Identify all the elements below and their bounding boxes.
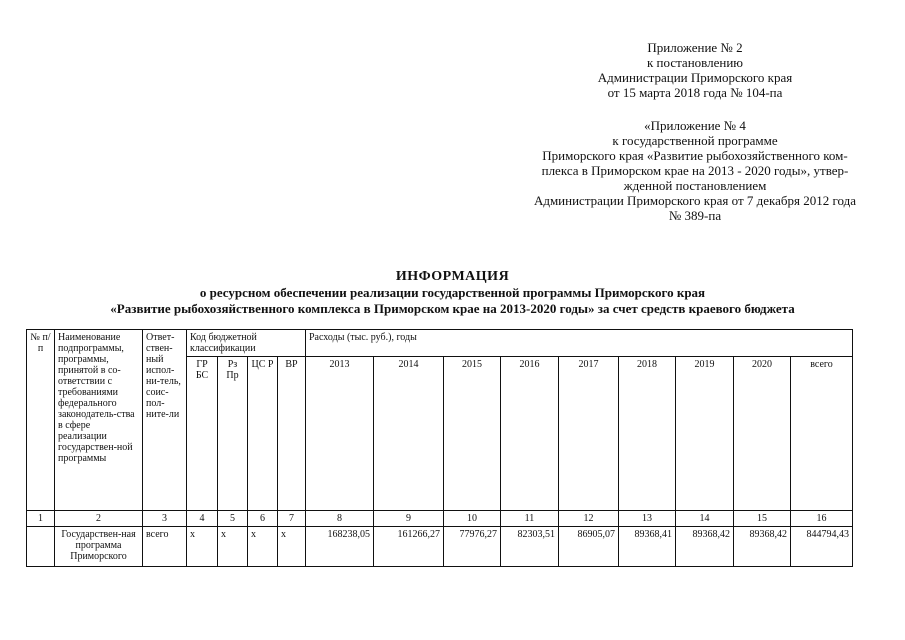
header-year: 2020: [734, 357, 791, 511]
row-code-vr: х: [278, 527, 306, 567]
column-number: 2: [55, 511, 143, 527]
header-year: 2015: [444, 357, 501, 511]
column-number: 11: [501, 511, 559, 527]
table-row: [27, 527, 853, 567]
header-year: 2019: [676, 357, 734, 511]
header-code-rzpr: Рз Пр: [218, 357, 248, 511]
row-code-rzpr: х: [218, 527, 248, 567]
row-value-total: 844794,43: [791, 527, 853, 567]
header-name: Наименование подпрограммы, программы, принятой в со-ответствии с требованиями федерального законодатель-ства в сфере реализации государствен-ной программы: [55, 330, 143, 511]
appendix-4-line: плекса в Приморском крае на 2013 - 2020 годы», утвер-: [541, 163, 849, 178]
appendix-4-line: Приморского края «Развитие рыбохозяйственного ком-: [542, 148, 848, 163]
header-code-csr: ЦС Р: [248, 357, 278, 511]
column-number: 15: [734, 511, 791, 527]
row-value-2020: 89368,42: [734, 527, 791, 567]
appendix-2-line: от 15 марта 2018 года № 104-па: [607, 85, 783, 100]
header-code-grbs: ГР БС: [187, 357, 218, 511]
header-expenses: Расходы (тыс. руб.), годы: [306, 330, 853, 357]
title-line-1: о ресурсном обеспечении реализации государственной программы Приморского края: [199, 285, 706, 300]
column-number: 10: [444, 511, 501, 527]
header-year: 2016: [501, 357, 559, 511]
header-budget-code: Код бюджетной классификации: [187, 330, 306, 357]
resource-table: [26, 329, 853, 567]
appendix-2-header: [565, 40, 825, 100]
appendix-4-header: [495, 118, 895, 223]
appendix-4-line: № 389-па: [668, 208, 722, 223]
column-number: 16: [791, 511, 853, 527]
appendix-4-line: Администрации Приморского края от 7 декабря 2012 года: [533, 193, 857, 208]
row-num-cell: [27, 527, 55, 567]
row-responsible: всего: [143, 527, 187, 567]
header-responsible: Ответ-ствен-ный испол-ни-тель, соис-пол-ните-ли: [143, 330, 187, 511]
column-number: 7: [278, 511, 306, 527]
header-total: всего: [791, 357, 853, 511]
column-number: 1: [27, 511, 55, 527]
row-value-2018: 89368,41: [619, 527, 676, 567]
row-code-csr: х: [248, 527, 278, 567]
header-num: № п/п: [27, 330, 55, 511]
column-number: 9: [374, 511, 444, 527]
appendix-2-line: Администрации Приморского края: [597, 70, 793, 85]
header-row-1: [27, 330, 853, 357]
header-year: 2014: [374, 357, 444, 511]
document-title: [0, 268, 905, 317]
appendix-2-line: Приложение № 2: [647, 40, 743, 55]
appendix-2-line: к постановлению: [646, 55, 744, 70]
row-value-2017: 86905,07: [559, 527, 619, 567]
column-number: 13: [619, 511, 676, 527]
row-value-2019: 89368,42: [676, 527, 734, 567]
title-heading: ИНФОРМАЦИЯ: [395, 269, 510, 284]
header-year: 2018: [619, 357, 676, 511]
appendix-4-line: к государственной программе: [612, 133, 778, 148]
column-number: 14: [676, 511, 734, 527]
column-number: 12: [559, 511, 619, 527]
column-number: 4: [187, 511, 218, 527]
column-number: 6: [248, 511, 278, 527]
header-code-vr: ВР: [278, 357, 306, 511]
row-value-2016: 82303,51: [501, 527, 559, 567]
title-line-2: «Развитие рыбохозяйственного комплекса в Приморском крае на 2013-2020 годы» за счет средств краевого бюджета: [110, 301, 795, 316]
appendix-4-line: «Приложение № 4: [644, 118, 746, 133]
row-program-name: Государствен-ная программа Приморского: [55, 527, 143, 567]
row-value-2015: 77976,27: [444, 527, 501, 567]
header-year: 2017: [559, 357, 619, 511]
column-number-row: [27, 511, 853, 527]
column-number: 3: [143, 511, 187, 527]
row-value-2014: 161266,27: [374, 527, 444, 567]
row-code-grbs: х: [187, 527, 218, 567]
row-value-2013: 168238,05: [306, 527, 374, 567]
appendix-4-line: жденной постановлением: [623, 178, 767, 193]
column-number: 8: [306, 511, 374, 527]
header-year: 2013: [306, 357, 374, 511]
column-number: 5: [218, 511, 248, 527]
